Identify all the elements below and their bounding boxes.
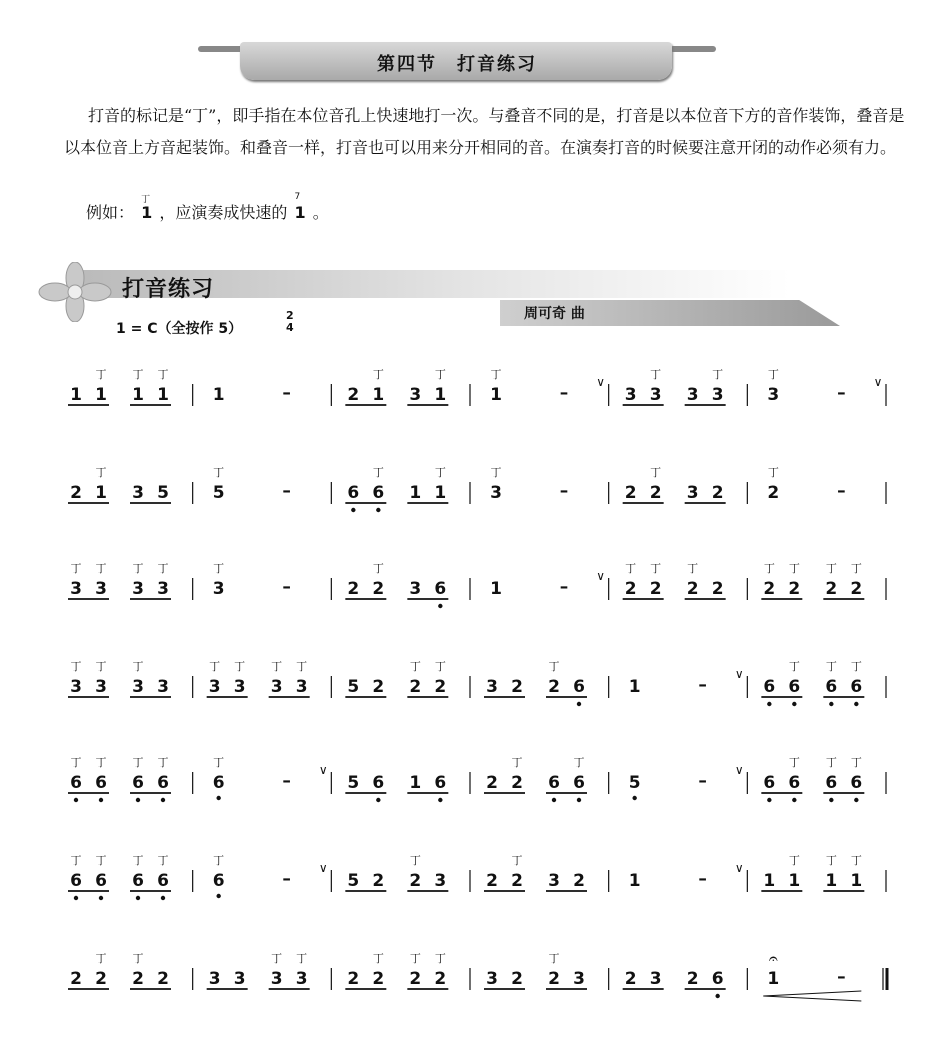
low-octave-dot xyxy=(216,796,220,800)
sustain-dash: – xyxy=(698,675,707,695)
score-note: 6 xyxy=(434,773,447,793)
score-note: 2 xyxy=(825,579,838,599)
score-note: 6 xyxy=(788,677,801,697)
score-note: 2 xyxy=(347,969,360,989)
ornament-mark: 丁 xyxy=(95,854,107,867)
breath-mark: ∨ xyxy=(596,569,606,583)
score-note: 6 xyxy=(850,677,863,697)
score-note: 6 xyxy=(95,871,107,891)
score-note: 1 xyxy=(372,385,385,405)
score-note: 6 xyxy=(573,677,585,697)
score-note: 3 xyxy=(95,579,107,599)
score-note: 2 xyxy=(132,969,144,989)
low-octave-dot xyxy=(99,798,103,802)
score-note: 3 xyxy=(295,969,308,989)
score-note: 2 xyxy=(573,871,585,891)
ornament-mark: 丁 xyxy=(850,562,862,575)
score-note: 3 xyxy=(409,579,422,599)
low-octave-dot xyxy=(854,702,858,706)
ornament-mark: 丁 xyxy=(434,952,446,965)
score-note: 3 xyxy=(70,677,82,697)
score-note: 3 xyxy=(649,385,662,405)
sustain-dash: – xyxy=(282,481,291,501)
ornament-mark: 丁 xyxy=(548,952,560,965)
score-note: 2 xyxy=(409,677,422,697)
ornament-mark: 丁 xyxy=(788,854,800,867)
score-note: 1 xyxy=(434,483,447,503)
score-note: 2 xyxy=(70,483,82,503)
low-octave-dot xyxy=(74,896,78,900)
ornament-mark: 丁 xyxy=(511,756,523,769)
score-note: 2 xyxy=(409,969,422,989)
low-octave-dot xyxy=(161,798,165,802)
ornament-mark: 丁 xyxy=(650,368,662,381)
score-note: 2 xyxy=(347,385,360,405)
example-prefix: 例如： xyxy=(86,203,135,222)
score-note: 2 xyxy=(409,871,422,891)
score-note: 2 xyxy=(624,483,637,503)
score-note: 1 xyxy=(212,385,225,405)
score-note: 1 xyxy=(95,483,107,503)
score-note: 3 xyxy=(711,385,724,405)
ornament-mark: 丁 xyxy=(712,368,724,381)
low-octave-dot xyxy=(792,702,796,706)
sustain-dash: – xyxy=(837,383,846,403)
score-note: 3 xyxy=(434,871,447,891)
ornament-mark: 丁 xyxy=(490,368,502,381)
score-note: 2 xyxy=(548,677,560,697)
score-note: 6 xyxy=(573,773,585,793)
score-note: 6 xyxy=(763,773,776,793)
score-note: 1 xyxy=(70,385,82,405)
sustain-dash: – xyxy=(282,577,291,597)
breath-mark: ∨ xyxy=(596,375,606,389)
low-octave-dot xyxy=(161,896,165,900)
score-note: 2 xyxy=(511,969,523,989)
score-note: 1 xyxy=(490,579,502,599)
example-suffix: 。 xyxy=(312,203,329,222)
score-note: 3 xyxy=(233,677,246,697)
score-note: 6 xyxy=(347,483,360,503)
score-note: 2 xyxy=(788,579,801,599)
score-note: 3 xyxy=(649,969,662,989)
key-signature: 1 = C（全按作 5） xyxy=(116,321,243,337)
ornament-mark: 丁 xyxy=(157,562,169,575)
ornament-mark: 丁 xyxy=(825,660,837,673)
low-octave-dot xyxy=(577,798,581,802)
ornament-mark: 丁 xyxy=(788,562,800,575)
score-note: 2 xyxy=(850,579,863,599)
ornament-mark: 丁 xyxy=(788,756,800,769)
score-note: 6 xyxy=(132,773,144,793)
score-note: 3 xyxy=(157,677,169,697)
diminuendo-line xyxy=(763,991,861,996)
score-note: 6 xyxy=(825,677,838,697)
score-note: 2 xyxy=(486,871,498,891)
intro-paragraph: 打音的标记是“丁”，即手指在本位音孔上快速地打一次。与叠音不同的是，打音是以本位音下方的音作装饰，叠音是以本位音上方音起装饰。和叠音一样，打音也可以用来分开相同的音。在演奏打音的时候要注意开闭的动作必须有力。 xyxy=(64,106,905,157)
score-note: 3 xyxy=(212,579,225,599)
score-note: 2 xyxy=(686,969,699,989)
score-note: 3 xyxy=(295,677,308,697)
breath-mark: ∨ xyxy=(734,667,744,681)
score-note: 6 xyxy=(157,871,169,891)
score-note: 5 xyxy=(347,871,360,891)
score-note: 1 xyxy=(490,385,502,405)
score-note: 2 xyxy=(70,969,82,989)
score-note: 3 xyxy=(233,969,246,989)
score-note: 3 xyxy=(624,385,637,405)
low-octave-dot xyxy=(376,798,380,802)
breath-mark: ∨ xyxy=(734,861,744,875)
sustain-dash: – xyxy=(698,869,707,889)
ornament-mark: 丁 xyxy=(763,562,775,575)
sustain-dash: – xyxy=(837,481,846,501)
score-note: 2 xyxy=(711,483,724,503)
sustain-dash: – xyxy=(282,383,291,403)
ornament-mark: 丁 xyxy=(548,660,560,673)
score-note: 1 xyxy=(767,969,780,989)
breath-mark: ∨ xyxy=(873,375,883,389)
score-note: 5 xyxy=(628,773,641,793)
ornament-mark: 丁 xyxy=(213,756,225,769)
ornament-mark: 丁 xyxy=(372,562,384,575)
ornament-mark: 丁 xyxy=(650,562,662,575)
score-note: 1 xyxy=(95,385,107,405)
ornament-mark: 丁 xyxy=(850,854,862,867)
score-note: 2 xyxy=(624,969,637,989)
ornament-mark: 丁 xyxy=(573,756,585,769)
ornament-mark: 丁 xyxy=(767,466,779,479)
score-note: 1 xyxy=(409,483,422,503)
ornament-mark: 丁 xyxy=(209,660,221,673)
ornament-mark: 丁 xyxy=(132,368,144,381)
ornament-mark: 丁 xyxy=(157,854,169,867)
score-note: 1 xyxy=(409,773,422,793)
score-note: 6 xyxy=(212,773,225,793)
score-note: 3 xyxy=(95,677,107,697)
composer-credit: 周可奇 曲 xyxy=(524,306,585,322)
ornament-mark: 丁 xyxy=(372,952,384,965)
score-note: 1 xyxy=(850,871,863,891)
score-note: 2 xyxy=(511,871,523,891)
ornament-mark: 丁 xyxy=(788,660,800,673)
low-octave-dot xyxy=(767,798,771,802)
score-note: 3 xyxy=(270,677,283,697)
ornament-mark: 丁 xyxy=(132,854,144,867)
score-note: 3 xyxy=(132,483,144,503)
ornament-mark: 丁 xyxy=(825,854,837,867)
score-note: 6 xyxy=(788,773,801,793)
score-note: 6 xyxy=(70,773,82,793)
low-octave-dot xyxy=(829,798,833,802)
score-note: 5 xyxy=(347,773,360,793)
sustain-dash: – xyxy=(559,577,569,597)
ornament-mark: 丁 xyxy=(157,756,169,769)
grace-note: 7 xyxy=(294,192,301,202)
ornament-mark: 丁 xyxy=(296,952,308,965)
score-note: 2 xyxy=(95,969,107,989)
low-octave-dot xyxy=(351,508,355,512)
ornament-mark: 丁 xyxy=(625,562,637,575)
score-note: 2 xyxy=(763,579,776,599)
ornament-mark: 丁 xyxy=(434,660,446,673)
ornament-mark: 丁 xyxy=(95,562,107,575)
ornament-mark: 丁 xyxy=(95,660,107,673)
score-note: 2 xyxy=(372,677,385,697)
ornament-mark: 丁 xyxy=(409,952,421,965)
score-note: 3 xyxy=(548,871,560,891)
score-note: 2 xyxy=(511,773,523,793)
score-note: 2 xyxy=(649,483,662,503)
score-note: 1 xyxy=(628,677,641,697)
score-note: 3 xyxy=(686,483,699,503)
score-note: 3 xyxy=(573,969,585,989)
score-note: 1 xyxy=(132,385,144,405)
low-octave-dot xyxy=(376,508,380,512)
breath-mark: ∨ xyxy=(734,763,744,777)
sustain-dash: – xyxy=(837,967,846,987)
score-note: 3 xyxy=(157,579,169,599)
ornament-mark: 丁 xyxy=(687,562,699,575)
ornament-mark: 丁 xyxy=(213,854,225,867)
low-octave-dot xyxy=(792,798,796,802)
low-octave-dot xyxy=(74,798,78,802)
score-note: 3 xyxy=(490,483,502,503)
score-note: 2 xyxy=(686,579,699,599)
ornament-mark: 丁 xyxy=(372,466,384,479)
score-note: 5 xyxy=(347,677,360,697)
low-octave-dot xyxy=(438,604,442,608)
ornament-mark: 丁 xyxy=(157,368,169,381)
low-octave-dot xyxy=(854,798,858,802)
ornament-mark: 丁 xyxy=(70,854,82,867)
score-note: 3 xyxy=(409,385,422,405)
score-note: 2 xyxy=(372,579,385,599)
score-note: 6 xyxy=(70,871,82,891)
ornament-mark: 丁 xyxy=(213,466,225,479)
score-note: 1 xyxy=(763,871,776,891)
ornament-mark: 丁 xyxy=(434,368,446,381)
score-note: 2 xyxy=(624,579,637,599)
time-top: 2 xyxy=(286,309,294,322)
score-note: 6 xyxy=(434,579,447,599)
score-note: 2 xyxy=(511,677,523,697)
ornament-mark: 丁 xyxy=(434,466,446,479)
ornament-mark: 丁 xyxy=(132,952,144,965)
score-note: 2 xyxy=(548,969,560,989)
ornament-mark: 丁 xyxy=(650,466,662,479)
score-note: 2 xyxy=(711,579,724,599)
low-octave-dot xyxy=(767,702,771,706)
ornament-mark: 丁 xyxy=(70,756,82,769)
low-octave-dot xyxy=(438,798,442,802)
score-note: 1 xyxy=(788,871,801,891)
ornament-mark: 丁 xyxy=(95,952,107,965)
section-title: 第四节 打音练习 xyxy=(377,54,537,75)
score-note: 3 xyxy=(686,385,699,405)
ornament-mark: 丁 xyxy=(490,466,502,479)
ornament-mark: 丁 xyxy=(372,368,384,381)
score-note: 2 xyxy=(434,677,447,697)
example-note-1: 1 xyxy=(141,203,153,222)
sustain-dash: – xyxy=(282,869,291,889)
score-note: 3 xyxy=(208,969,221,989)
ornament-mark: 丁 xyxy=(296,660,308,673)
ornament-mark: 丁 xyxy=(409,854,421,867)
ornament-mark: 丁 xyxy=(271,660,283,673)
low-octave-dot xyxy=(99,896,103,900)
score-note: 2 xyxy=(157,969,169,989)
sustain-dash: – xyxy=(559,481,569,501)
score-note: 6 xyxy=(850,773,863,793)
score-note: 3 xyxy=(486,969,498,989)
ornament-mark: 丁 xyxy=(70,660,82,673)
ornament-mark: 丁 xyxy=(70,562,82,575)
sustain-dash: – xyxy=(559,383,569,403)
low-octave-dot xyxy=(552,798,556,802)
ornament-mark: 丁 xyxy=(132,562,144,575)
ornament-mark: 丁 xyxy=(825,756,837,769)
fermata-mark: 𝄐 xyxy=(768,949,778,968)
score-note: 3 xyxy=(486,677,498,697)
score-note: 3 xyxy=(208,677,221,697)
ornament-mark: 丁 xyxy=(271,952,283,965)
score-note: 6 xyxy=(711,969,724,989)
ornament-mark: 丁 xyxy=(132,756,144,769)
score-note: 6 xyxy=(212,871,225,891)
low-octave-dot xyxy=(136,896,140,900)
low-octave-dot xyxy=(715,994,719,998)
diminuendo-line xyxy=(763,996,861,1001)
low-octave-dot xyxy=(577,702,581,706)
example-note-2: 1 xyxy=(294,203,306,222)
breath-mark: ∨ xyxy=(318,763,328,777)
low-octave-dot xyxy=(136,798,140,802)
score-note: 6 xyxy=(372,483,385,503)
score-note: 1 xyxy=(434,385,447,405)
score-note: 1 xyxy=(628,871,641,891)
score-note: 6 xyxy=(132,871,144,891)
ornament-mark: 丁 xyxy=(213,562,225,575)
score-note: 3 xyxy=(270,969,283,989)
ornament-mark: 丁 xyxy=(95,466,107,479)
score-note: 2 xyxy=(767,483,780,503)
time-bottom: 4 xyxy=(286,321,294,334)
ornament-mark: 丁 xyxy=(234,660,246,673)
score-note: 2 xyxy=(372,871,385,891)
score-note: 6 xyxy=(825,773,838,793)
example-middle: ，应演奏成快速的 xyxy=(159,203,288,222)
score-note: 2 xyxy=(649,579,662,599)
score-note: 3 xyxy=(132,677,144,697)
ornament-mark: 丁 xyxy=(141,195,151,205)
sustain-dash: – xyxy=(282,771,291,791)
score-note: 5 xyxy=(212,483,225,503)
score-note: 3 xyxy=(132,579,144,599)
low-octave-dot xyxy=(829,702,833,706)
score-note: 3 xyxy=(70,579,82,599)
ornament-mark: 丁 xyxy=(850,660,862,673)
score-note: 2 xyxy=(486,773,498,793)
ornament-mark: 丁 xyxy=(409,660,421,673)
score-note: 6 xyxy=(548,773,560,793)
score-note: 2 xyxy=(347,579,360,599)
ornament-mark: 丁 xyxy=(850,756,862,769)
ornament-mark: 丁 xyxy=(132,660,144,673)
score-note: 2 xyxy=(434,969,447,989)
score-note: 6 xyxy=(372,773,385,793)
ornament-mark: 丁 xyxy=(825,562,837,575)
ornament-mark: 丁 xyxy=(95,368,107,381)
score-note: 5 xyxy=(157,483,169,503)
piece-title: 打音练习 xyxy=(122,277,215,302)
ornament-mark: 丁 xyxy=(95,756,107,769)
ornament-mark: 丁 xyxy=(511,854,523,867)
score-note: 6 xyxy=(157,773,169,793)
score-note: 2 xyxy=(372,969,385,989)
ornament-mark: 丁 xyxy=(767,368,779,381)
sustain-dash: – xyxy=(698,771,707,791)
low-octave-dot xyxy=(216,894,220,898)
score-note: 3 xyxy=(767,385,780,405)
low-octave-dot xyxy=(632,796,636,800)
breath-mark: ∨ xyxy=(318,861,328,875)
score-note: 6 xyxy=(763,677,776,697)
score-note: 1 xyxy=(157,385,169,405)
score-note: 6 xyxy=(95,773,107,793)
score-note: 1 xyxy=(825,871,838,891)
